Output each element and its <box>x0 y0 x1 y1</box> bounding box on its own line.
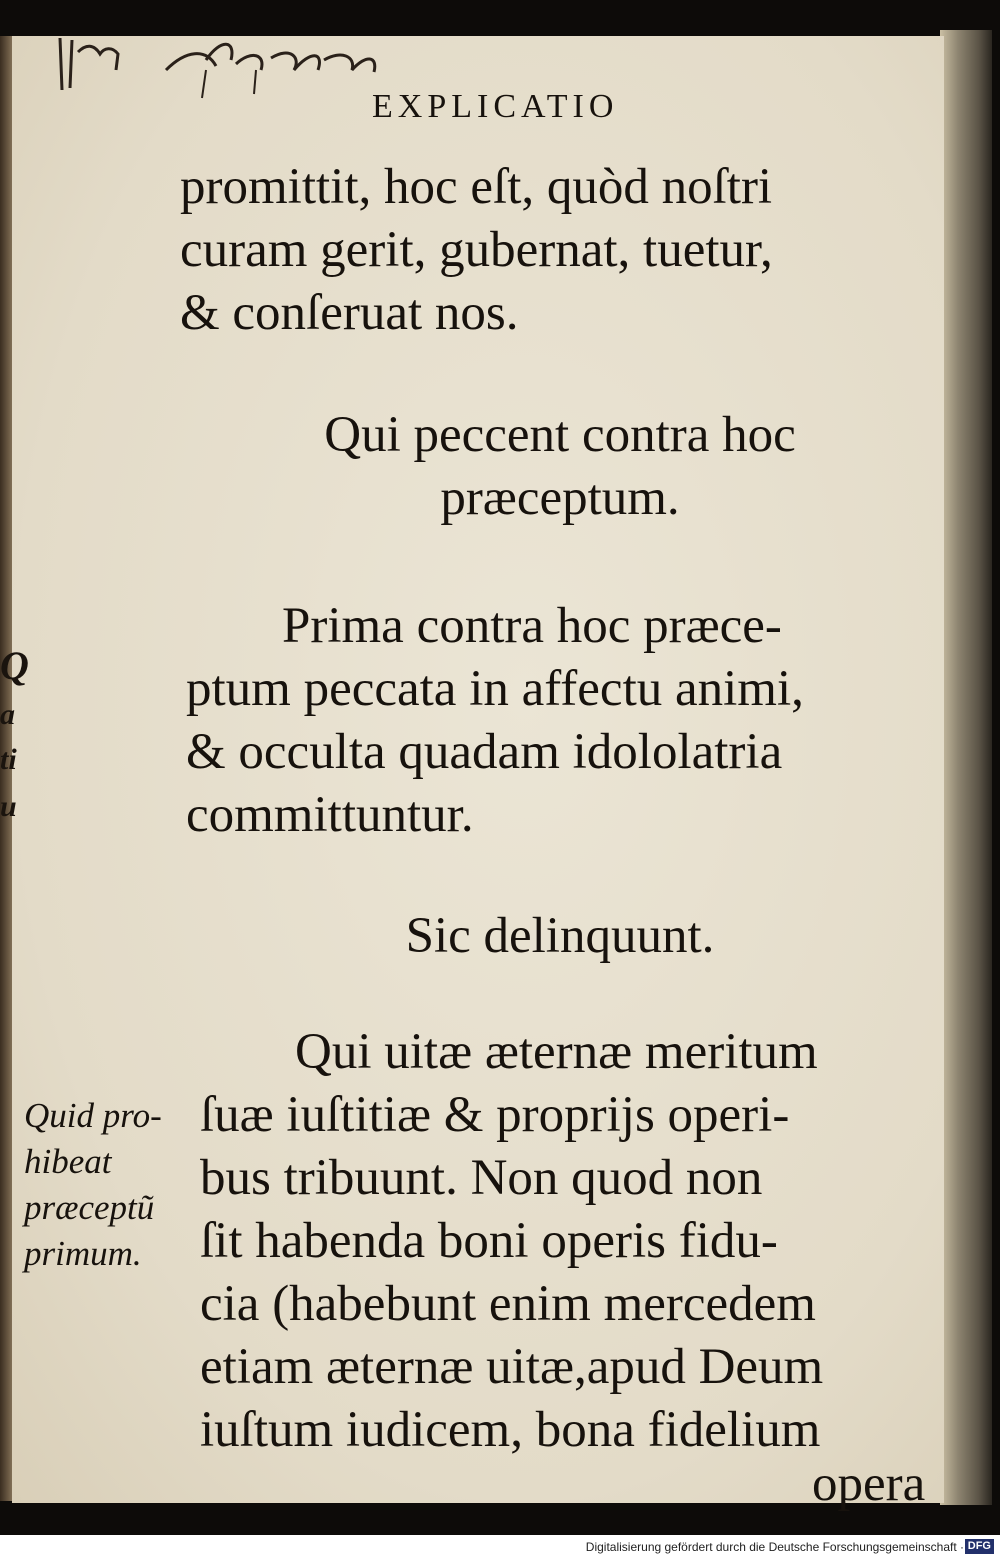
text-line: promittit, hoc eſt, quòd noſtri <box>180 159 773 215</box>
note-line: præceptũ <box>24 1188 155 1227</box>
running-head: EXPLICATIO <box>372 88 619 125</box>
note-line: Quid pro- <box>24 1096 162 1135</box>
page-stack-edge <box>940 30 992 1505</box>
text-line: curam gerit, gubernat, tuetur, <box>180 222 773 278</box>
text-line: ptum peccata in affectu animi, <box>186 661 804 717</box>
funding-credit: Digitalisierung gefördert durch die Deutsche Forschungsgemeinschaft · <box>585 1540 964 1554</box>
text-line: etiam æternæ uitæ,apud Deum <box>200 1339 824 1395</box>
marginal-note <box>24 1093 184 1277</box>
text-line: ſit habenda boni operis fidu- <box>200 1213 778 1269</box>
text-line: bus tribuunt. Non quod non <box>200 1150 763 1206</box>
paragraph-qui <box>200 1021 823 1462</box>
text-line: Sic delinquunt. <box>405 908 715 964</box>
text-line: committuntur. <box>186 787 474 843</box>
text-line: & conſeruat nos. <box>180 285 519 341</box>
paragraph-prima <box>186 595 804 847</box>
note-line: hibeat <box>24 1142 112 1181</box>
text-line: iuſtum iudicem, bona fidelium <box>200 1402 821 1458</box>
neighbor-fragment: ti <box>0 743 17 776</box>
section-heading <box>240 404 880 530</box>
catchword: opera <box>812 1456 926 1512</box>
section-heading <box>240 905 880 968</box>
note-line: primum. <box>24 1234 142 1273</box>
text-line: Qui peccent contra hoc <box>324 407 796 463</box>
neighbor-fragment: Q <box>0 643 29 688</box>
text-line: cia (habebunt enim mercedem <box>200 1276 816 1332</box>
text-line: ſuæ iuſtitiæ & proprijs operi- <box>200 1087 790 1143</box>
text-line: Qui uitæ æternæ meritum <box>295 1024 818 1080</box>
dfg-logo: DFG <box>965 1539 994 1554</box>
text-line: Prima contra hoc præce- <box>282 598 782 654</box>
handwritten-annotation <box>56 30 386 100</box>
text-line: præceptum. <box>440 470 680 526</box>
paragraph-intro <box>180 156 773 345</box>
neighbor-fragment: a <box>0 698 15 731</box>
neighbor-fragment: u <box>0 790 17 823</box>
text-line: & occulta quadam idololatria <box>186 724 783 780</box>
